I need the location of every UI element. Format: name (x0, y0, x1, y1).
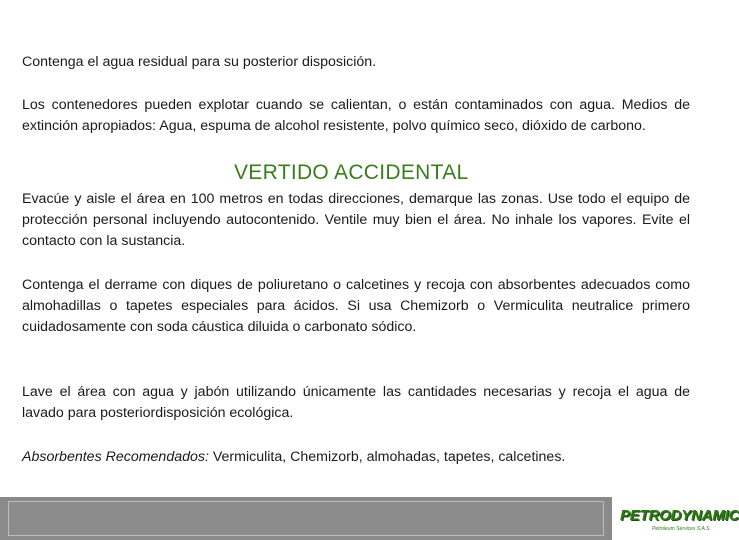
absorbents-list: Vermiculita, Chemizorb, almohadas, tapetes, calcetines. (208, 449, 566, 465)
logo-wordmark: PETRODYNAMIC (620, 507, 739, 524)
paragraph-recommended-absorbents (22, 447, 690, 468)
logo-tagline: Petroleum Services S.A.S. (652, 526, 711, 532)
section-heading: VERTIDO ACCIDENTAL (234, 161, 469, 184)
footer-panel (8, 501, 604, 536)
paragraph-containers-explode: Los contenedores pueden explotar cuando se calientan, o están contaminados con agua. Medios de extinción apropiados: Agua, espuma de alcohol resistente, polvo químico seco, dióxido de carbono. (22, 97, 690, 134)
paragraph-evacuate: Evacúe y aisle el área en 100 metros en todas direcciones, demarque las zonas. Use todo el equipo de protección personal incluyendo autocontenido. Ventile muy bien el área. No inhale los vapores. Evite el contacto con la sustancia. (22, 191, 690, 249)
footer-bar (0, 497, 739, 540)
company-logo (612, 497, 739, 540)
absorbents-label: Absorbentes Recomendados: (22, 449, 209, 465)
paragraph-wash-area: Lave el área con agua y jabón utilizando únicamente las cantidades necesarias y recoja el agua de lavado para posteriordisposición ecológica. (22, 384, 690, 421)
paragraph-contain-spill: Contenga el derrame con diques de poliuretano o calcetines y recoja con absorbentes adecuados como almohadillas o tapetes especiales para ácidos. Si usa Chemizorb o Vermiculita neutralice primero cuidadosamente con soda cáustica diluida o carbonato sódico. (22, 277, 690, 335)
paragraph-contain-water: Contenga el agua residual para su posterior disposición. (22, 54, 377, 70)
